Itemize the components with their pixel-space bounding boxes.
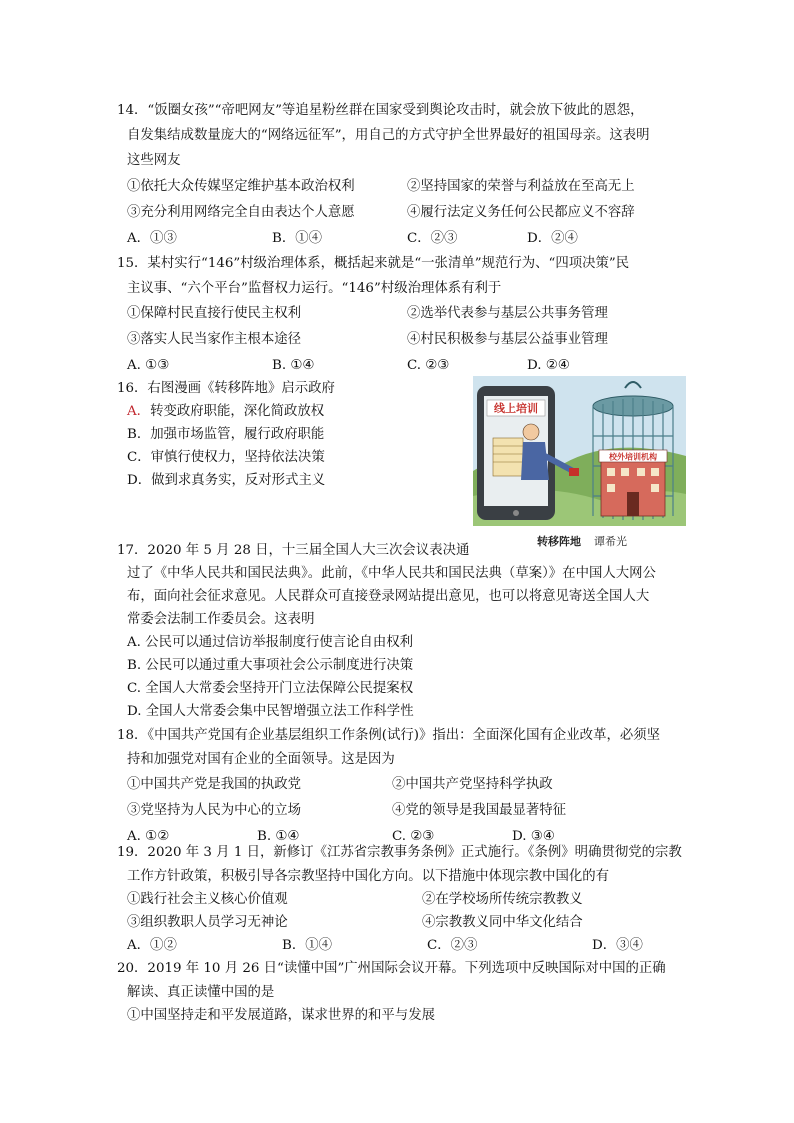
answer-option: A. ①②	[127, 829, 170, 844]
answer-option: A. 公民可以通过信访举报制度行使言论自由权利	[127, 635, 413, 650]
question-stem-line: 工作方针政策，积极引导各宗教坚持中国化方向。以下措施中体现宗教中国化的有	[127, 869, 610, 884]
option-text: 转变政府职能，深化简政放权	[150, 404, 325, 419]
answer-option: D．③④	[592, 938, 643, 953]
choice-item: ④村民积极参与基层公益事业管理	[407, 332, 608, 347]
cartoon-caption-title: 转移阵地	[537, 535, 581, 548]
answer-option: C．②③	[407, 231, 458, 246]
question-stem-line: 常委会法制工作委员会。这表明	[127, 612, 315, 627]
option-text: 加强市场监管，履行政府职能	[150, 427, 325, 442]
choice-item: ②中国共产党坚持科学执政	[392, 777, 553, 792]
choice-item: ④党的领导是我国最显著特征	[392, 803, 567, 818]
answer-option: C．②③	[427, 938, 478, 953]
answer-option: B．①④	[272, 231, 323, 246]
question-stem-line: 主议事、“六个平台”监督权力运行。“146”村级治理体系有利于	[127, 281, 502, 296]
option-letter: C．	[127, 450, 151, 465]
question-stem-line: 19．2020 年 3 月 1 日，新修订《江苏省宗教事务条例》正式施行。《条例》明确贯彻党的宗教	[117, 845, 682, 860]
answer-option: D. 全国人大常委会集中民智增强立法工作科学性	[127, 704, 414, 719]
answer-option: B. ①④	[257, 829, 300, 844]
answer-option	[127, 425, 324, 444]
option-letter: A．	[127, 404, 151, 419]
answer-option: B．①④	[282, 938, 333, 953]
tablet-label: 线上培训	[494, 402, 538, 415]
answer-option	[127, 448, 325, 467]
choice-item: ②在学校场所传统宗教教义	[422, 892, 583, 907]
figure-head	[523, 424, 539, 440]
option-text: 审慎行使权力，坚持依法决策	[150, 450, 325, 465]
question-stem-line: 自发集结成数量庞大的“网络远征军”，用自己的方式守护全世界最好的祖国母亲。这表明	[127, 128, 650, 143]
answer-option: C. ②③	[392, 829, 435, 844]
answer-option: D. ②④	[527, 358, 570, 373]
question-stem-line: 18．《中国共产党国有企业基层组织工作条例(试行)》指出：全面深化国有企业改革，必须坚	[117, 728, 661, 743]
choice-item: ①中国坚持走和平发展道路，谋求世界的和平与发展	[127, 1008, 435, 1023]
question-stem-line: 17．2020 年 5 月 28 日，十三届全国人大三次会议表决通	[117, 543, 470, 558]
question-stem-line: 14．“饭圈女孩”“帝吧网友”等追星粉丝群在国家受到舆论攻击时，就会放下彼此的恩怨，	[117, 103, 644, 118]
choice-item: ②选举代表参与基层公共事务管理	[407, 306, 608, 321]
question-stem-line: 布，面向社会征求意见。人民群众可直接登录网站提出意见，也可以将意见寄送全国人大	[127, 589, 650, 604]
answer-option: A．①②	[127, 938, 177, 953]
choice-item: ①中国共产党是我国的执政党	[127, 777, 302, 792]
suitcase	[569, 468, 579, 476]
choice-item: ①保障村民直接行使民主权利	[127, 306, 302, 321]
answer-option: C. ②③	[407, 358, 450, 373]
option-text: 做到求真务实，反对形式主义	[151, 473, 326, 488]
cartoon-caption-author: 谭希光	[594, 535, 627, 548]
answer-option: B. ①④	[272, 358, 315, 373]
choice-item: ③落实人民当家作主根本途径	[127, 332, 302, 347]
answer-option: B. 公民可以通过重大事项社会公示制度进行决策	[127, 658, 414, 673]
building-label: 校外培训机构	[609, 452, 657, 462]
answer-option: D. ③④	[512, 829, 555, 844]
choice-item: ③党坚持为人民为中心的立场	[127, 803, 302, 818]
stack-of-books	[493, 438, 523, 476]
question-stem-line: 20．2019 年 10 月 26 日“读懂中国”广州国际会议开幕。下列选项中反映国际对中国的正确	[117, 961, 666, 976]
option-letter: B．	[127, 427, 151, 442]
question-stem-line: 15．某村实行“146”村级治理体系，概括起来就是“一张清单”规范行为、“四项决策”民	[117, 256, 630, 271]
question-stem-line: 16．右图漫画《转移阵地》启示政府	[117, 381, 335, 396]
option-letter: D．	[127, 473, 152, 488]
answer-option: D．②④	[527, 231, 578, 246]
answer-option: A．①③	[127, 231, 177, 246]
answer-option: A. ①③	[127, 358, 170, 373]
choice-item: ①践行社会主义核心价值观	[127, 892, 288, 907]
answer-option	[127, 402, 324, 421]
choice-item: ③充分利用网络完全自由表达个人意愿	[127, 205, 355, 220]
question-stem-line: 这些网友	[127, 153, 181, 168]
choice-item: ②坚持国家的荣誉与利益放在至高无上	[407, 179, 635, 194]
choice-item: ①依托大众传媒坚定维护基本政治权利	[127, 179, 355, 194]
question-stem-line: 过了《中华人民共和国民法典》。此前，《中华人民共和国民法典（草案）》在中国人大网公	[127, 566, 656, 581]
answer-option	[127, 471, 325, 490]
figure-body	[521, 442, 549, 480]
choice-item: ④宗教教义同中华文化结合	[422, 915, 583, 930]
question-stem-line: 解读、真正读懂中国的是	[127, 985, 275, 1000]
tablet-home-button	[513, 510, 519, 516]
choice-item: ④履行法定义务任何公民都应义不容辞	[407, 205, 635, 220]
cartoon-transfer-position	[473, 376, 686, 526]
choice-item: ③组织教职人员学习无神论	[127, 915, 288, 930]
question-stem-line: 持和加强党对国有企业的全面领导。这是因为	[127, 752, 395, 767]
answer-option: C. 全国人大常委会坚持开门立法保障公民提案权	[127, 681, 414, 696]
